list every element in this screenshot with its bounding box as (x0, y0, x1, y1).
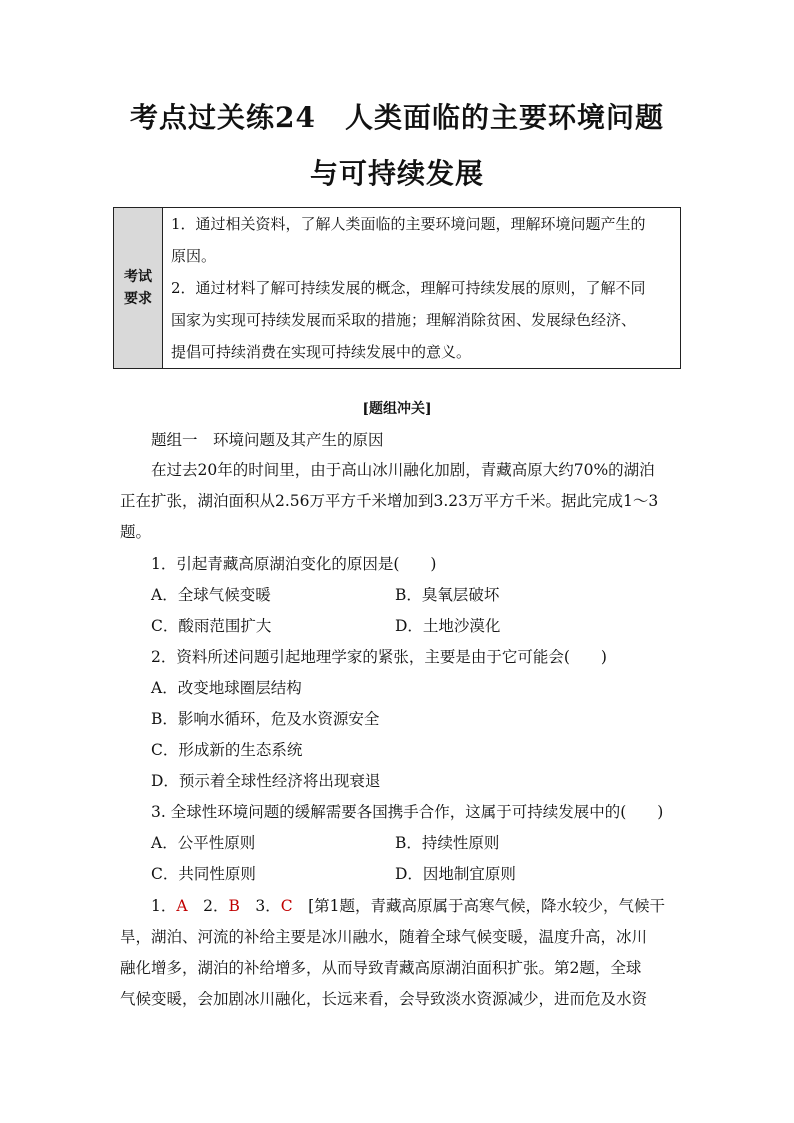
answer-1-number: 1． (151, 897, 177, 915)
requirement-1-line2: 原因。 (171, 247, 217, 265)
question-3-stem: 3. 全球性环境问题的缓解需要各国携手合作，这属于可持续发展中的( ) (151, 803, 664, 821)
page-title-line1: 考点过关练24 人类面临的主要环境问题 (130, 101, 664, 134)
page-title-line2: 与可持续发展 (309, 157, 484, 190)
answer-3-choice: C (280, 897, 293, 915)
question-2-option-c: C．形成新的生态系统 (151, 741, 303, 759)
question-2-option-d: D．预示着全球性经济将出现衰退 (151, 772, 381, 790)
explanation-line2: 旱，湖泊、河流的补给主要是冰川融水，随着全球气候变暖，温度升高，冰川 (120, 928, 648, 946)
requirements-label-line1: 考试 (124, 269, 152, 285)
question-1-option-d: D．土地沙漠化 (395, 617, 501, 635)
question-1-option-a: A．全球气候变暖 (151, 586, 271, 604)
material-line3: 题。 (120, 523, 152, 541)
answer-2-choice: B (228, 897, 240, 915)
requirement-2-line3: 提倡可持续消费在实现可持续发展中的意义。 (171, 343, 472, 361)
question-1-stem: 1．引起青藏高原湖泊变化的原因是( ) (151, 555, 437, 573)
section-header: [题组冲关] (362, 401, 432, 417)
group-title: 题组一 环境问题及其产生的原因 (151, 431, 384, 449)
question-3-option-c: C．共同性原则 (151, 865, 256, 883)
question-1-option-c: C．酸雨范围扩大 (151, 617, 272, 635)
requirements-label-line2: 要求 (124, 291, 152, 307)
requirement-1-line1: 1．通过相关资料，了解人类面临的主要环境问题，理解环境问题产生的 (171, 215, 646, 233)
question-3-option-a: A．公平性原则 (151, 834, 256, 852)
material-line2: 正在扩张，湖泊面积从2.56万平方千米增加到3.23万平方千米。据此完成1～3 (120, 492, 659, 510)
explanation-line3: 融化增多，湖泊的补给增多，从而导致青藏高原湖泊面积扩张。第2题，全球 (120, 959, 642, 977)
explanation-line4: 气候变暖，会加剧冰川融化，长远来看，会导致淡水资源减少，进而危及水资 (120, 990, 648, 1008)
answer-3-number: 3． (239, 897, 281, 915)
requirements-content (163, 208, 681, 369)
exam-requirements-table (113, 207, 681, 369)
answer-2-number: 2． (187, 897, 229, 915)
material-line1: 在过去20年的时间里，由于高山冰川融化加剧，青藏高原大约70%的湖泊 (151, 461, 655, 479)
answer-line1 (151, 894, 665, 916)
answer-1-choice: A (176, 897, 188, 915)
question-1-option-b: B．臭氧层破坏 (395, 586, 500, 604)
question-3-option-b: B．持续性原则 (395, 834, 500, 852)
requirements-label (114, 208, 163, 369)
explanation-line1: [第1题，青藏高原属于高寒气候，降水较少，气候干 (292, 897, 666, 915)
question-2-option-b: B．影响水循环，危及水资源安全 (151, 710, 380, 728)
requirement-2-line1: 2．通过材料了解可持续发展的概念，理解可持续发展的原则，了解不同 (171, 279, 646, 297)
requirement-2-line2: 国家为实现可持续发展而采取的措施；理解消除贫困、发展绿色经济、 (171, 311, 637, 329)
question-2-option-a: A．改变地球圈层结构 (151, 679, 302, 697)
question-3-option-d: D．因地制宜原则 (395, 865, 516, 883)
question-2-stem: 2．资料所述问题引起地理学家的紧张，主要是由于它可能会( ) (151, 648, 607, 666)
